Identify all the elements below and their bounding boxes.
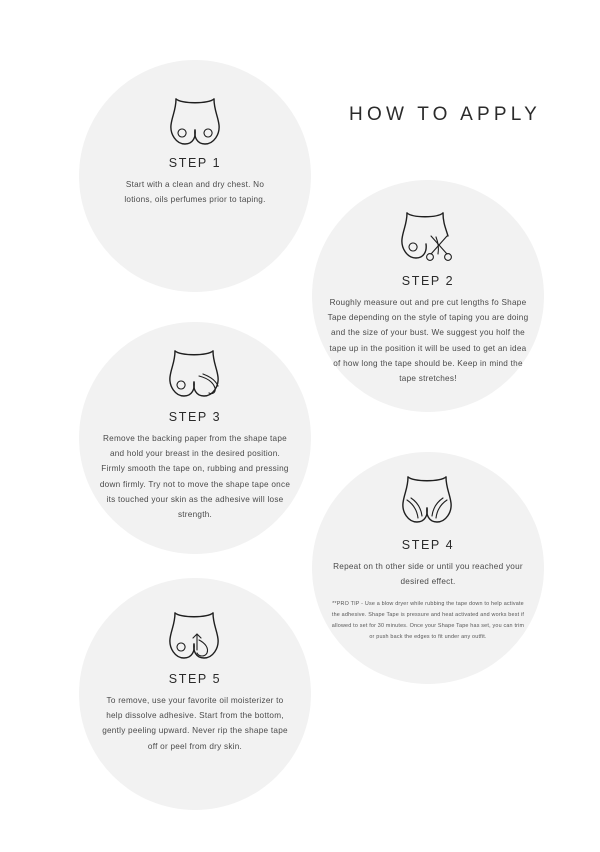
bust-with-oil-drop-icon bbox=[163, 610, 227, 666]
step-body-1: Start with a clean and dry chest. No lotions, oils perfumes prior to taping. bbox=[124, 180, 266, 205]
step-label-3: STEP 3 bbox=[168, 410, 222, 424]
bust-with-tape-peel-icon bbox=[163, 348, 227, 404]
step-note-4: **PRO TIP - Use a blow dryer while rubbing the tape down to help activate the adhesive. Shape Tape is pressure and heat activated and works best if allowed to set for 30 minutes. Once your Shape Tape has set, you can trim or push back the edges to fit under any outfit. bbox=[331, 601, 525, 640]
bust-with-scissors-icon bbox=[395, 210, 461, 268]
step-label-4: STEP 4 bbox=[401, 538, 455, 552]
step-card-2 bbox=[312, 180, 544, 412]
bust-outline-icon bbox=[164, 96, 226, 150]
step-card-3 bbox=[79, 322, 311, 554]
step-body-4: Repeat on th other side or until you reached your desired effect. bbox=[333, 562, 523, 587]
step-body-5: To remove, use your favorite oil moisterizer to help dissolve adhesive. Start from the bottom, gently peeling upward. Never rip the shape tape off or peel from dry skin. bbox=[102, 696, 288, 751]
step-card-5 bbox=[79, 578, 311, 810]
step-label-1: STEP 1 bbox=[168, 156, 222, 170]
step-body-3: Remove the backing paper from the shape tape and hold your breast in the desired position. Firmly smooth the tape on, rubbing and pressing down firmly. Try not to move the shape tape once its touched your skin as the adhesive will lose strength. bbox=[99, 434, 291, 519]
step-label-2: STEP 2 bbox=[401, 274, 455, 288]
bust-both-sides-taped-icon bbox=[395, 474, 461, 532]
page-title: HOW TO APPLY bbox=[349, 104, 541, 125]
step-card-1 bbox=[79, 60, 311, 292]
step-label-5: STEP 5 bbox=[168, 672, 222, 686]
step-card-4 bbox=[312, 452, 544, 684]
step-body-2: Roughly measure out and pre cut lengths fo Shape Tape depending on the style of taping you are doing and the size of your bust. We suggest you holf the tape up in the position it will be used to get an idea of how long the tape should be. Keep in mind the tape stretches! bbox=[327, 298, 529, 383]
